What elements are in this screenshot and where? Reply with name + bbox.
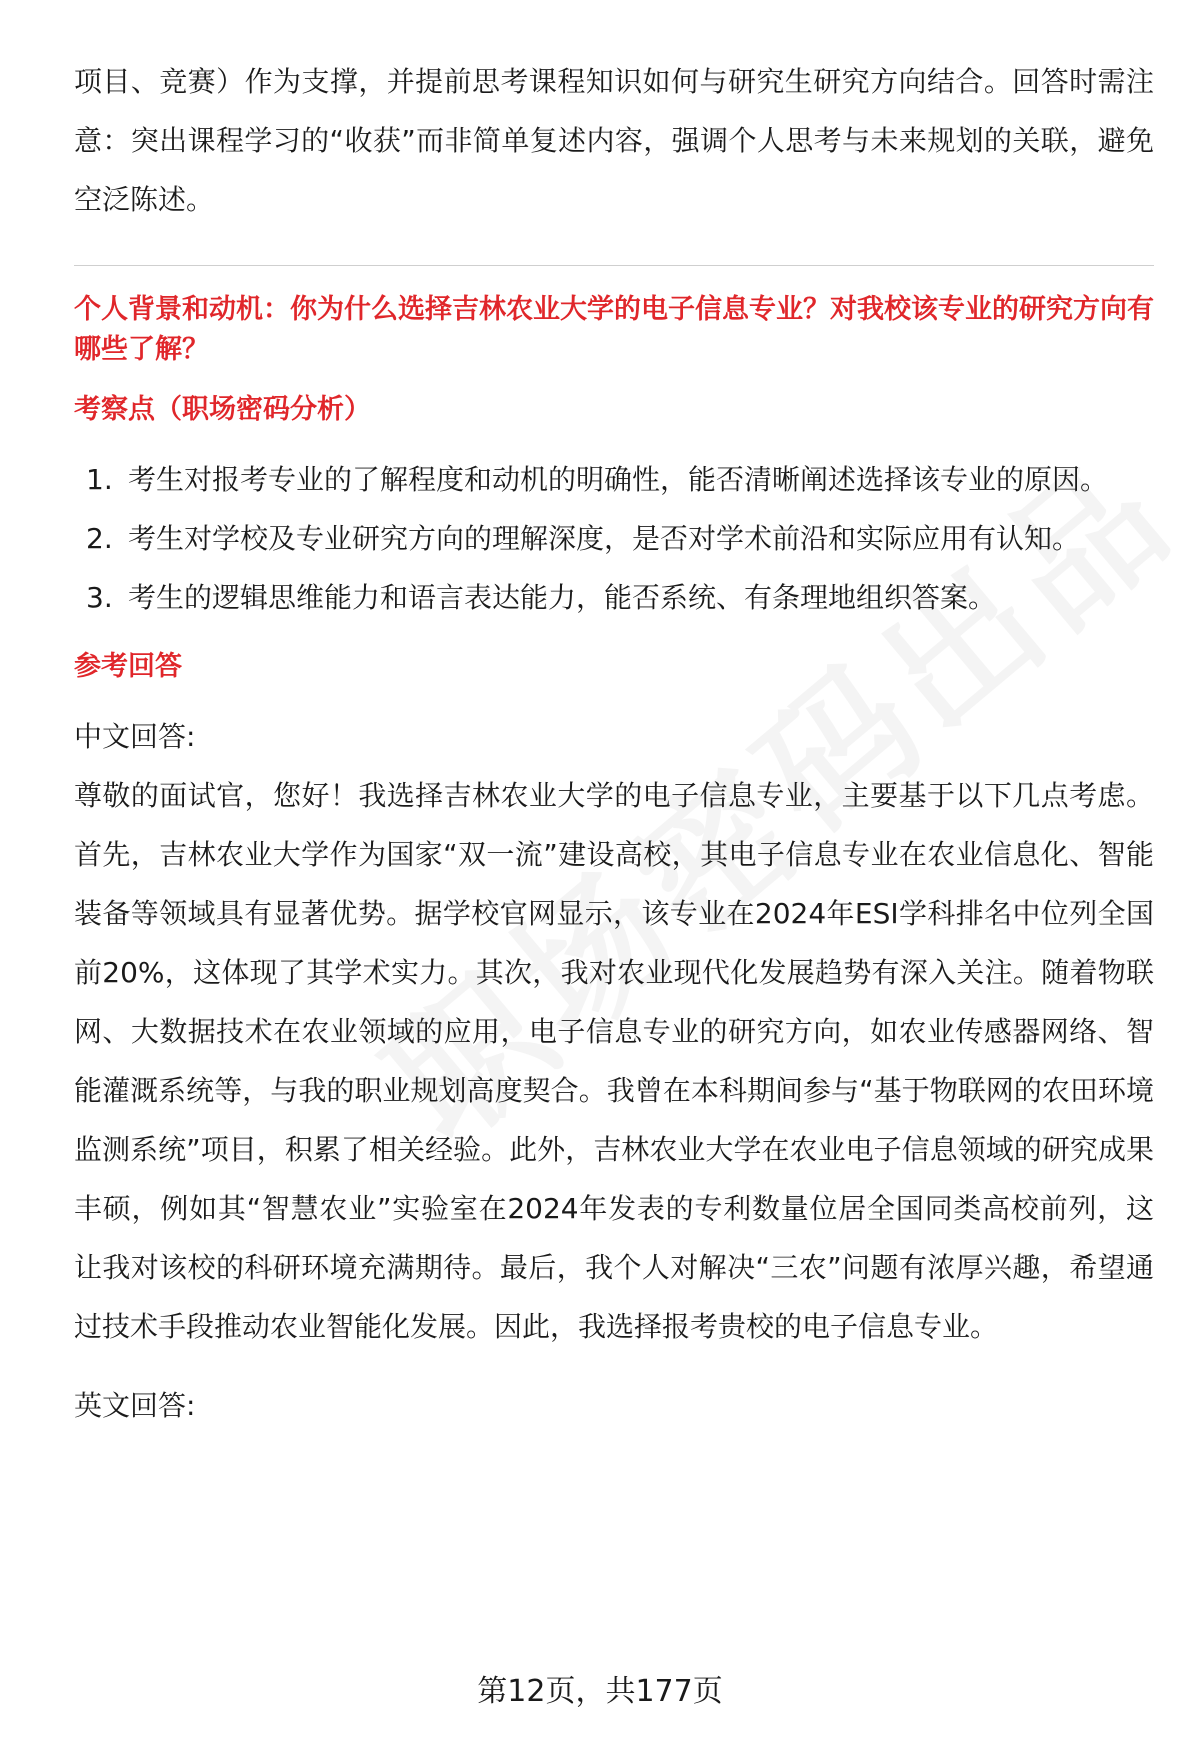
list-item-number: 1.: [86, 463, 113, 496]
list-item: [74, 568, 1154, 627]
list-item-number: 3.: [86, 581, 113, 614]
question-heading: 个人背景和动机：你为什么选择吉林农业大学的电子信息专业？对我校该专业的研究方向有哪些了解？: [74, 294, 1154, 365]
analysis-title: 考察点（职场密码分析）: [74, 394, 371, 425]
reference-title: 参考回答: [74, 651, 182, 682]
page-number-footer: 第12页，共177页: [477, 1674, 723, 1709]
analysis-points-list: [74, 450, 1154, 627]
list-item: [74, 450, 1154, 509]
intro-paragraph: 项目、竞赛）作为支撑，并提前思考课程知识如何与研究生研究方向结合。回答时需注意：突出课程学习的“收获”而非简单复述内容，强调个人思考与未来规划的关联，避免空泛陈述。: [74, 65, 1154, 216]
list-item-number: 2.: [86, 522, 113, 555]
list-item-text: 考生对报考专业的了解程度和动机的明确性，能否清晰阐述选择该专业的原因。: [128, 463, 1109, 496]
document-page: [74, 52, 1154, 1435]
list-item-text: 考生对学校及专业研究方向的理解深度，是否对学术前沿和实际应用有认知。: [128, 522, 1081, 555]
chinese-answer-text: 尊敬的面试官，您好！我选择吉林农业大学的电子信息专业，主要基于以下几点考虑。首先，吉林农业大学作为国家“双一流”建设高校，其电子信息专业在农业信息化、智能装备等领域具有显著优势。据学校官网显示，该专业在2024年ESI学科排名中位列全国前20%，这体现了其学术实力。其次，我对农业现代化发展趋势有深入关注。随着物联网、大数据技术在农业领域的应用，电子信息专业的研究方向，如农业传感器网络、智能灌溉系统等，与我的职业规划高度契合。我曾在本科期间参与“基于物联网的农田环境监测系统”项目，积累了相关经验。此外，吉林农业大学在农业电子信息领域的研究成果丰硕，例如其“智慧农业”实验室在2024年发表的专利数量位居全国同类高校前列，这让我对该校的科研环境充满期待。最后，我个人对解决“三农”问题有浓厚兴趣，希望通过技术手段推动农业智能化发展。因此，我选择报考贵校的电子信息专业。: [74, 779, 1154, 1343]
list-item-text: 考生的逻辑思维能力和语言表达能力，能否系统、有条理地组织答案。: [128, 581, 997, 614]
list-item: [74, 509, 1154, 568]
section-divider: [74, 265, 1154, 266]
english-answer-label: 英文回答:: [74, 1389, 196, 1422]
chinese-answer-label: 中文回答:: [74, 720, 196, 753]
